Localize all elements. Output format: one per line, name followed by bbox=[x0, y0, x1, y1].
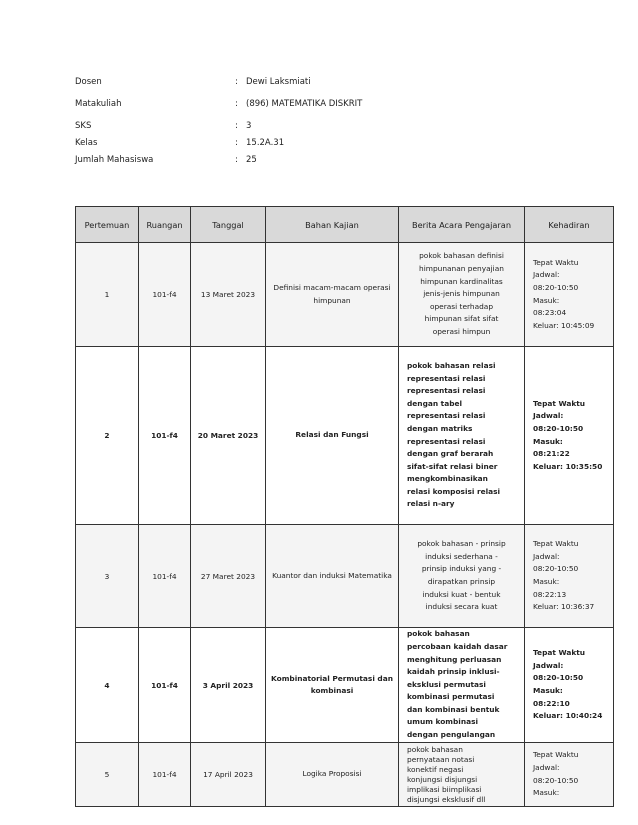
bahan-kajian-cell: Definisi macam-macam operasi himpunan bbox=[266, 243, 399, 347]
table-row bbox=[76, 525, 614, 628]
berita-line: menghitung perluasan bbox=[407, 654, 502, 664]
tanggal-cell: 3 April 2023 bbox=[191, 628, 266, 743]
kehadiran-line: Keluar: 10:36:37 bbox=[533, 602, 595, 612]
berita-line: pokok bahasan - prinsip bbox=[417, 539, 506, 549]
berita-acara-cell bbox=[399, 525, 525, 628]
berita-line: induksi kuat - bentuk bbox=[422, 589, 501, 599]
kehadiran-line: Tepat Waktu bbox=[533, 257, 579, 267]
info-colon: : bbox=[235, 138, 238, 148]
column-header: Pertemuan bbox=[76, 207, 139, 243]
berita-line: konjungsi disjungsi bbox=[407, 774, 478, 784]
berita-acara-cell bbox=[399, 743, 525, 807]
info-label: SKS bbox=[75, 121, 92, 131]
berita-line: dirapatkan prinsip bbox=[427, 577, 496, 586]
table-row bbox=[76, 628, 614, 743]
attendance-table bbox=[75, 206, 614, 807]
berita-line: dengan pengulangan bbox=[407, 730, 496, 740]
kehadiran-line: Masuk: bbox=[533, 436, 563, 446]
berita-line: pokok bahasan bbox=[407, 629, 470, 639]
berita-line: konektif negasi bbox=[407, 764, 464, 774]
kehadiran-cell bbox=[525, 525, 614, 628]
kehadiran-line: 08:20-10:50 bbox=[533, 673, 584, 683]
berita-line: dengan graf berarah bbox=[407, 449, 494, 459]
info-value: 15.2A.31 bbox=[246, 138, 285, 148]
info-row-jumlah-mahasiswa bbox=[75, 155, 495, 167]
berita-line: operasi terhadap bbox=[429, 301, 494, 311]
column-header: Tanggal bbox=[191, 207, 266, 243]
berita-line: representasi relasi bbox=[407, 436, 486, 446]
ruangan-cell: 101-f4 bbox=[139, 525, 191, 628]
kehadiran-cell bbox=[525, 347, 614, 525]
info-colon: : bbox=[235, 99, 238, 109]
berita-line: sifat-sifat relasi biner bbox=[407, 461, 498, 471]
info-label: Matakuliah bbox=[75, 99, 122, 109]
pertemuan-cell: 3 bbox=[76, 525, 139, 628]
kehadiran-line: Jadwal: bbox=[533, 411, 564, 421]
tanggal-cell: 17 April 2023 bbox=[191, 743, 266, 807]
berita-line: umum kombinasi bbox=[407, 717, 478, 727]
berita-line: pernyataan notasi bbox=[407, 754, 475, 764]
berita-line: dengan matriks bbox=[407, 423, 473, 433]
kehadiran-line: Keluar: 10:40:24 bbox=[533, 711, 603, 721]
kehadiran-line: Keluar: 10:35:50 bbox=[533, 461, 603, 471]
berita-line: representasi relasi bbox=[407, 373, 486, 383]
ruangan-cell: 101-f4 bbox=[139, 628, 191, 743]
berita-line: representasi relasi bbox=[407, 386, 486, 396]
berita-line: percobaan kaidah dasar bbox=[407, 641, 508, 651]
kehadiran-line: Masuk: bbox=[533, 577, 560, 586]
berita-line: prinsip induksi yang - bbox=[421, 564, 502, 574]
berita-line: relasi n-ary bbox=[407, 499, 455, 509]
kehadiran-line: 08:23:04 bbox=[533, 308, 567, 318]
info-label: Jumlah Mahasiswa bbox=[75, 155, 154, 165]
berita-line: mengkombinasikan bbox=[407, 474, 488, 484]
berita-line: jenis-jenis himpunan bbox=[423, 289, 500, 299]
kehadiran-line: Masuk: bbox=[533, 686, 563, 695]
ruangan-cell: 101-f4 bbox=[139, 347, 191, 525]
kehadiran-line: 08:20-10:50 bbox=[533, 564, 579, 574]
info-row-dosen bbox=[75, 77, 495, 89]
tanggal-cell: 20 Maret 2023 bbox=[191, 347, 266, 525]
column-header: Bahan Kajian bbox=[266, 207, 399, 243]
berita-line: pokok bahasan definisi bbox=[419, 251, 504, 261]
kehadiran-line: Tepat Waktu bbox=[533, 648, 586, 658]
bahan-kajian-cell: Relasi dan Fungsi bbox=[266, 347, 399, 525]
info-value: 25 bbox=[246, 155, 257, 165]
ruangan-cell: 101-f4 bbox=[139, 243, 191, 347]
info-label: Dosen bbox=[75, 77, 102, 87]
pertemuan-cell: 2 bbox=[76, 347, 139, 525]
column-header: Ruangan bbox=[139, 207, 191, 243]
kehadiran-line: 08:20-10:50 bbox=[533, 282, 579, 292]
info-colon: : bbox=[235, 121, 238, 131]
berita-line: disjungsi eksklusif dll bbox=[407, 794, 486, 804]
pertemuan-cell: 5 bbox=[76, 743, 139, 807]
berita-line: dengan tabel bbox=[407, 398, 463, 408]
bahan-kajian-cell: Logika Proposisi bbox=[266, 743, 399, 807]
kehadiran-line: Jadwal: bbox=[533, 762, 560, 772]
kehadiran-line: Keluar: 10:45:09 bbox=[533, 320, 595, 330]
info-value: (896) MATEMATIKA DISKRIT bbox=[246, 99, 363, 109]
berita-line: himpunan kardinalitas bbox=[420, 276, 503, 286]
kehadiran-cell bbox=[525, 628, 614, 743]
berita-line: himpunan sifat sifat bbox=[424, 314, 499, 324]
table-row bbox=[76, 743, 614, 807]
berita-line: dan kombinasi bentuk bbox=[407, 704, 500, 714]
kehadiran-line: Tepat Waktu bbox=[533, 539, 579, 549]
pertemuan-cell: 4 bbox=[76, 628, 139, 743]
info-row-matakuliah bbox=[75, 99, 495, 111]
berita-line: pokok bahasan relasi bbox=[407, 360, 496, 370]
berita-line: pokok bahasan bbox=[407, 744, 463, 754]
tanggal-cell: 13 Maret 2023 bbox=[191, 243, 266, 347]
info-label: Kelas bbox=[75, 138, 98, 148]
berita-line: induksi secara kuat bbox=[425, 602, 498, 612]
info-value: Dewi Laksmiati bbox=[246, 77, 311, 87]
column-header: Berita Acara Pengajaran bbox=[399, 207, 525, 243]
info-value: 3 bbox=[246, 121, 252, 131]
info-row-kelas bbox=[75, 138, 495, 150]
kehadiran-line: Tepat Waktu bbox=[533, 398, 586, 408]
bahan-kajian-cell: Kuantor dan induksi Matematika bbox=[266, 525, 399, 628]
berita-line: representasi relasi bbox=[407, 411, 486, 421]
info-row-sks bbox=[75, 121, 495, 133]
info-colon: : bbox=[235, 155, 238, 165]
kehadiran-line: 08:20-10:50 bbox=[533, 423, 584, 433]
berita-acara-cell bbox=[399, 347, 525, 525]
berita-line: operasi himpun bbox=[432, 326, 491, 336]
kehadiran-line: Tepat Waktu bbox=[533, 750, 579, 760]
kehadiran-line: 08:22:13 bbox=[533, 589, 567, 599]
kehadiran-line: Jadwal: bbox=[533, 551, 560, 561]
berita-line: induksi sederhana - bbox=[425, 551, 498, 561]
berita-line: himpunanan penyajian bbox=[419, 264, 504, 274]
kehadiran-cell bbox=[525, 243, 614, 347]
info-colon: : bbox=[235, 77, 238, 87]
kehadiran-line: Jadwal: bbox=[533, 660, 564, 670]
berita-acara-cell bbox=[399, 628, 525, 743]
kehadiran-line: Jadwal: bbox=[533, 270, 560, 280]
berita-line: kombinasi permutasi bbox=[407, 692, 495, 702]
tanggal-cell: 27 Maret 2023 bbox=[191, 525, 266, 628]
kehadiran-line: 08:22:10 bbox=[533, 698, 570, 708]
berita-line: eksklusi permutasi bbox=[407, 679, 486, 689]
ruangan-cell: 101-f4 bbox=[139, 743, 191, 807]
pertemuan-cell: 1 bbox=[76, 243, 139, 347]
berita-line: implikasi biimplikasi bbox=[407, 784, 482, 794]
kehadiran-cell bbox=[525, 743, 614, 807]
kehadiran-line: 08:21:22 bbox=[533, 449, 570, 459]
table-row bbox=[76, 243, 614, 347]
kehadiran-line: Masuk: bbox=[533, 295, 560, 305]
berita-line: relasi komposisi relasi bbox=[407, 486, 501, 496]
kehadiran-line: Masuk: bbox=[533, 788, 560, 798]
column-header: Kehadiran bbox=[525, 207, 614, 243]
bahan-kajian-cell: Kombinatorial Permutasi dan kombinasi bbox=[266, 628, 399, 743]
table-header-row bbox=[76, 207, 614, 243]
berita-acara-cell bbox=[399, 243, 525, 347]
kehadiran-line: 08:20-10:50 bbox=[533, 775, 579, 785]
berita-line: kaidah prinsip inklusi- bbox=[407, 667, 500, 677]
table-row bbox=[76, 347, 614, 525]
